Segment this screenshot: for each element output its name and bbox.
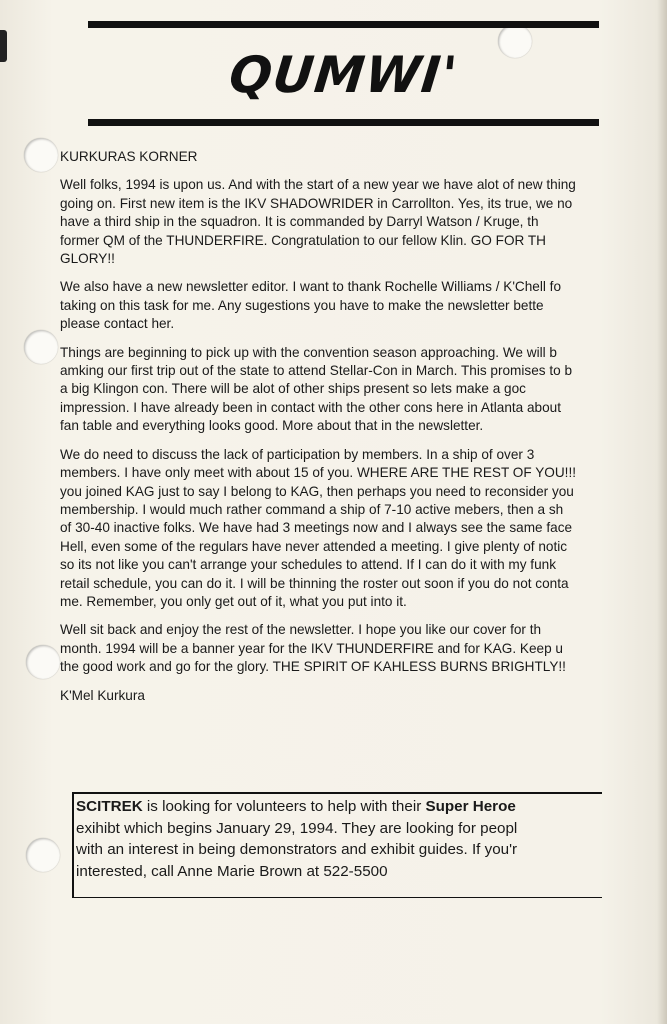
- masthead-rule-top: [88, 21, 599, 28]
- text-line: Well sit back and enjoy the rest of the newsletter. I hope you like our cover for th: [60, 622, 542, 638]
- article-paragraph-1: [60, 176, 600, 268]
- text-line: GLORY!!: [60, 251, 115, 267]
- text-line: have a third ship in the squadron. It is commanded by Darryl Watson / Kruge, th: [60, 214, 539, 230]
- text-line: you joined KAG just to say I belong to KAG, then perhaps you need to reconsider you: [60, 483, 574, 499]
- text-line: impression. I have already been in contact with the other cons here in Atlanta about: [60, 399, 562, 415]
- notice-line-2: exihibt which begins January 29, 1994. They are looking for peopl: [76, 819, 518, 837]
- text-line: We also have a new newsletter editor. I want to thank Rochelle Williams / K'Chell fo: [60, 279, 562, 295]
- text-line: please contact her.: [60, 316, 175, 332]
- text-line: of 30-40 inactive folks. We have had 3 meetings now and I always see the same face: [60, 520, 573, 536]
- article-paragraph-5: [60, 621, 600, 676]
- article-heading: KURKURAS KORNER: [60, 149, 198, 164]
- article-paragraph-4: [60, 446, 600, 612]
- notice-line-1: [76, 796, 602, 818]
- text-line: former QM of the THUNDERFIRE. Congratulation to our fellow Klin. GO FOR TH: [60, 232, 546, 248]
- punch-hole-3: [26, 645, 60, 679]
- text-line: the good work and go for the glory. THE SPIRIT OF KAHLESS BURNS BRIGHTLY!!: [60, 659, 566, 675]
- text-line: membership. I would much rather command a ship of 7-10 active mebers, then a sh: [60, 501, 564, 517]
- text-line: so its not like you can't arrange your schedules to attend. If I can do it with my funk: [60, 557, 557, 573]
- punch-hole-2: [24, 330, 58, 364]
- masthead-rule-bottom: [88, 119, 599, 126]
- article-paragraph-2: [60, 278, 600, 333]
- text-line: We do need to discuss the lack of participation by members. In a ship of over 3: [60, 446, 535, 462]
- text-line: retail schedule, you can do it. I will be thinning the roster out soon if you do not conta: [60, 575, 569, 591]
- text-line: Hell, even some of the regulars have never attended a meeting. I give plenty of notic: [60, 538, 568, 554]
- text-line: taking on this task for me. Any sugestions you have to make the newsletter bette: [60, 297, 544, 313]
- article: [60, 148, 600, 715]
- text-line: going on. First new item is the IKV SHADOWRIDER in Carrollton. Yes, its true, we no: [60, 195, 573, 211]
- text-line: amking our first trip out of the state to attend Stellar-Con in March. This promises to b: [60, 363, 573, 379]
- punch-hole-4: [26, 838, 60, 872]
- notice-text: is looking for volunteers to help with their: [142, 798, 426, 815]
- punch-hole-1: [24, 138, 58, 172]
- article-paragraph-3: [60, 344, 600, 436]
- notice-line-4: interested, call Anne Marie Brown at 522-5500: [76, 862, 388, 880]
- scitrek-notice-box: [72, 792, 602, 898]
- text-line: members. I have only meet with about 15 of you. WHERE ARE THE REST OF YOU!!!: [60, 465, 577, 481]
- text-line: fan table and everything looks good. More about that in the newsletter.: [60, 418, 484, 434]
- text-line: Things are beginning to pick up with the convention season approaching. We will b: [60, 344, 557, 360]
- text-line: month. 1994 will be a banner year for the IKV THUNDERFIRE and for KAG. Keep u: [60, 640, 563, 656]
- text-line: me. Remember, you only get out of it, what you put into it.: [60, 593, 407, 609]
- newsletter-title: QUMWI': [226, 46, 461, 104]
- article-signature: K'Mel Kurkura: [60, 687, 145, 703]
- notice-org: SCITREK: [76, 798, 143, 815]
- notice-line-3: with an interest in being demonstrators and exhibit guides. If you'r: [76, 841, 518, 858]
- notice-emphasis: Super Heroe: [425, 798, 516, 815]
- binder-tab: [0, 30, 7, 62]
- text-line: a big Klingon con. There will be alot of other ships present so lets make a goc: [60, 381, 526, 397]
- text-line: Well folks, 1994 is upon us. And with the start of a new year we have alot of new thing: [60, 177, 576, 193]
